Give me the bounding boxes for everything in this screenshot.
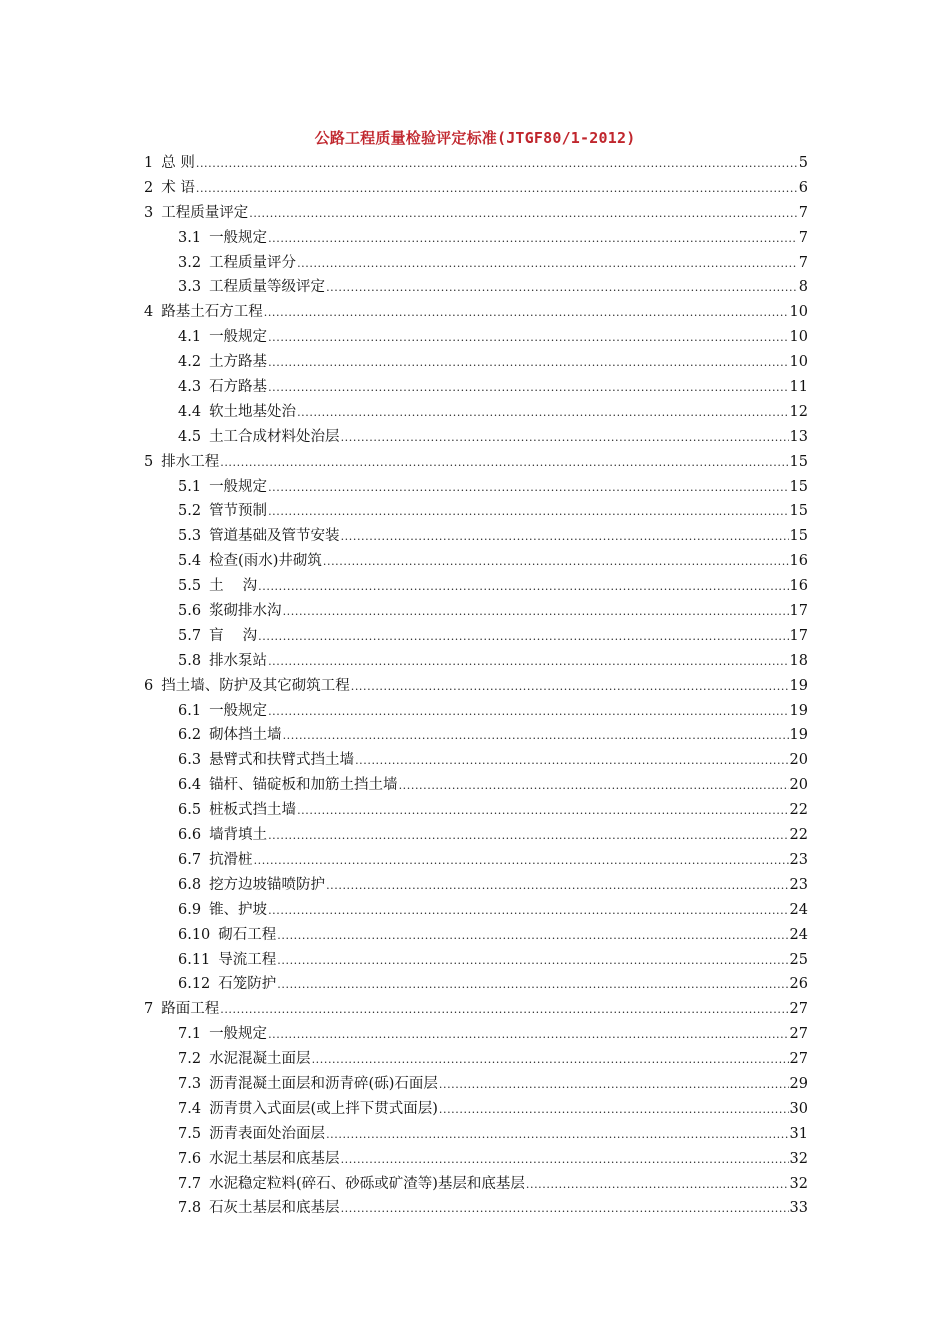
toc-entry-number: 5.3: [178, 528, 202, 545]
toc-entry-number: 6.11: [178, 951, 211, 968]
toc-entry-page: 16: [789, 553, 808, 570]
toc-entry-page: 31: [789, 1125, 808, 1142]
toc-dot-leader: [254, 849, 789, 874]
toc-dot-leader: [297, 799, 788, 824]
toc-entry[interactable]: [144, 275, 808, 300]
toc-entry-number: 6.8: [178, 876, 202, 893]
toc-entry-number: 4.5: [178, 428, 202, 445]
toc-dot-leader: [268, 326, 788, 351]
document-title: 公路工程质量检验评定标准(JTGF80/1-2012): [314, 129, 636, 147]
toc-entry-page: 33: [789, 1200, 808, 1217]
toc-entry-page: 32: [789, 1150, 808, 1167]
toc-entry-label: 水泥稳定粒料(碎石、砂砾或矿渣等)基层和底基层: [209, 1175, 525, 1192]
toc-entry-label: 盲 沟: [209, 627, 258, 644]
toc-dot-leader: [526, 1173, 789, 1198]
toc-entry-number: 6.3: [178, 752, 202, 769]
toc-entry-page: 25: [789, 951, 808, 968]
toc-entry-label: 沥青表面处治面层: [209, 1125, 326, 1142]
toc-entry-label: 石灰土基层和底基层: [209, 1200, 340, 1217]
toc-entry[interactable]: [144, 1122, 808, 1147]
toc-entry[interactable]: [144, 300, 808, 325]
toc-entry-label: 石方路基: [209, 379, 268, 396]
toc-entry-page: 11: [789, 379, 808, 396]
toc-dot-leader: [326, 874, 788, 899]
toc-entry[interactable]: [144, 798, 808, 823]
toc-entry-page: 16: [789, 578, 808, 595]
toc-entry[interactable]: [144, 873, 808, 898]
toc-entry-label: 挡土墙、防护及其它砌筑工程: [161, 677, 350, 694]
toc-entry[interactable]: [144, 923, 808, 948]
toc-dot-leader: [220, 451, 788, 476]
toc-entry-page: 15: [789, 453, 808, 470]
toc-entry[interactable]: [144, 848, 808, 873]
toc-dot-leader: [277, 949, 788, 974]
toc-entry-number: 7.7: [178, 1175, 202, 1192]
toc-entry-page: 22: [789, 802, 808, 819]
toc-dot-leader: [341, 426, 789, 451]
toc-dot-leader: [277, 973, 788, 998]
toc-entry-page: 30: [789, 1100, 808, 1117]
toc-entry-label: 锥、护坡: [209, 901, 268, 918]
toc-entry-label: 一般规定: [209, 478, 268, 495]
toc-entry-number: 7.1: [178, 1026, 202, 1043]
toc-entry-page: 24: [789, 901, 808, 918]
toc-entry-page: 10: [789, 329, 808, 346]
toc-entry[interactable]: [144, 549, 808, 574]
toc-entry[interactable]: [144, 226, 808, 251]
toc-dot-leader: [268, 899, 788, 924]
toc-entry-label: 工程质量评分: [209, 254, 297, 271]
toc-entry[interactable]: [144, 400, 808, 425]
toc-entry[interactable]: [144, 599, 808, 624]
toc-entry[interactable]: [144, 898, 808, 923]
toc-entry[interactable]: [144, 773, 808, 798]
toc-entry-label: 土 沟: [209, 578, 258, 595]
toc-entry-page: 10: [789, 354, 808, 371]
toc-entry-label: 浆砌排水沟: [209, 603, 282, 620]
toc-entry[interactable]: [144, 151, 808, 176]
toc-entry[interactable]: [144, 972, 808, 997]
toc-entry-label: 水泥混凝土面层: [209, 1051, 311, 1068]
toc-entry[interactable]: [144, 450, 808, 475]
toc-entry-label: 术 语: [161, 179, 195, 196]
toc-dot-leader: [355, 749, 788, 774]
toc-entry-number: 3.2: [178, 254, 202, 271]
toc-entry-number: 3.1: [178, 229, 202, 246]
toc-entry-label: 检查(雨水)井砌筑: [209, 553, 322, 570]
toc-entry-number: 7.3: [178, 1075, 202, 1092]
toc-dot-leader: [268, 351, 788, 376]
toc-entry-page: 12: [789, 403, 808, 420]
toc-entry-page: 22: [789, 827, 808, 844]
toc-entry-label: 一般规定: [209, 702, 268, 719]
toc-dot-leader: [196, 152, 797, 177]
toc-dot-leader: [297, 252, 797, 277]
toc-entry[interactable]: [144, 499, 808, 524]
toc-entry-number: 6.6: [178, 827, 202, 844]
toc-entry-page: 23: [789, 851, 808, 868]
toc-entry-page: 32: [789, 1175, 808, 1192]
toc-entry[interactable]: [144, 699, 808, 724]
toc-entry[interactable]: [144, 1072, 808, 1097]
toc-entry[interactable]: [144, 723, 808, 748]
toc-entry-page: 15: [789, 503, 808, 520]
toc-entry-label: 工程质量评定: [161, 204, 249, 221]
toc-entry-page: 19: [789, 677, 808, 694]
toc-entry[interactable]: [144, 948, 808, 973]
toc-entry-number: 7.6: [178, 1150, 202, 1167]
toc-entry-page: 19: [789, 702, 808, 719]
toc-entry-page: 27: [789, 1001, 808, 1018]
toc-entry-number: 4.1: [178, 329, 202, 346]
toc-entry-number: 5.4: [178, 553, 202, 570]
toc-entry[interactable]: [144, 1172, 808, 1197]
toc-dot-leader: [341, 1197, 789, 1222]
toc-entry-page: 13: [789, 428, 808, 445]
toc-entry-number: 4: [144, 304, 154, 321]
toc-entry-label: 挖方边坡锚喷防护: [209, 876, 326, 893]
toc-entry[interactable]: [144, 1022, 808, 1047]
toc-dot-leader: [268, 824, 788, 849]
toc-entry-number: 6.7: [178, 851, 202, 868]
toc-entry-page: 8: [798, 279, 808, 296]
toc-entry-page: 15: [789, 478, 808, 495]
toc-entry-number: 7.8: [178, 1200, 202, 1217]
toc-entry-label: 排水泵站: [209, 652, 268, 669]
toc-entry-page: 27: [789, 1051, 808, 1068]
toc-dot-leader: [297, 401, 788, 426]
toc-entry-page: 15: [789, 528, 808, 545]
toc-entry-label: 沥青贯入式面层(或上拌下贯式面层): [209, 1100, 438, 1117]
toc-entry-label: 路基土石方工程: [161, 304, 263, 321]
toc-entry[interactable]: [144, 997, 808, 1022]
toc-dot-leader: [326, 276, 797, 301]
toc-entry-label: 土工合成材料处治层: [209, 428, 340, 445]
toc-entry-label: 石笼防护: [218, 976, 277, 993]
toc-entry-label: 砌体挡土墙: [209, 727, 282, 744]
toc-dot-leader: [341, 1148, 789, 1173]
toc-entry-number: 7.5: [178, 1125, 202, 1142]
toc-entry-number: 6.12: [178, 976, 211, 993]
toc-entry-number: 6.10: [178, 926, 211, 943]
toc-dot-leader: [268, 650, 788, 675]
toc-dot-leader: [258, 575, 788, 600]
toc-entry-page: 23: [789, 876, 808, 893]
toc-entry[interactable]: [144, 251, 808, 276]
toc-entry-number: 1: [144, 155, 154, 171]
toc-dot-leader: [258, 625, 788, 650]
toc-entry-page: 6: [798, 179, 808, 196]
toc-dot-leader: [439, 1098, 789, 1123]
toc-dot-leader: [220, 998, 788, 1023]
toc-entry-page: 7: [798, 229, 808, 246]
toc-dot-leader: [249, 202, 797, 227]
toc-entry[interactable]: [144, 1047, 808, 1072]
toc-dot-leader: [268, 1023, 788, 1048]
toc-entry[interactable]: [144, 624, 808, 649]
toc-entry-number: 4.3: [178, 379, 202, 396]
toc-entry-label: 总 则: [161, 155, 195, 171]
toc-entry-label: 管道基础及管节安装: [209, 528, 340, 545]
toc-entry[interactable]: [144, 823, 808, 848]
toc-entry-number: 6: [144, 677, 154, 694]
toc-entry-number: 7: [144, 1001, 154, 1018]
toc-entry-page: 19: [789, 727, 808, 744]
toc-entry-number: 5.6: [178, 603, 202, 620]
toc-entry-number: 6.4: [178, 777, 202, 794]
toc-entry[interactable]: [144, 748, 808, 773]
toc-entry-number: 4.4: [178, 403, 202, 420]
toc-entry-number: 4.2: [178, 354, 202, 371]
toc-entry-label: 一般规定: [209, 329, 268, 346]
toc-entry-page: 17: [789, 627, 808, 644]
toc-dot-leader: [268, 227, 797, 252]
toc-entry-number: 6.1: [178, 702, 202, 719]
toc-dot-leader: [283, 724, 789, 749]
toc-entry-number: 6.2: [178, 727, 202, 744]
toc-entry[interactable]: [144, 201, 808, 226]
toc-dot-leader: [312, 1048, 789, 1073]
toc-dot-leader: [268, 476, 788, 501]
toc-entry-number: 6.9: [178, 901, 202, 918]
toc-entry[interactable]: [144, 1196, 808, 1221]
toc-entry-page: 7: [798, 204, 808, 221]
toc-entry-number: 6.5: [178, 802, 202, 819]
toc-dot-leader: [268, 500, 788, 525]
toc-dot-leader: [351, 675, 789, 700]
toc-dot-leader: [283, 600, 789, 625]
toc-entry-number: 5.7: [178, 627, 202, 644]
toc-dot-leader: [439, 1073, 789, 1098]
toc-entry[interactable]: [144, 425, 808, 450]
toc-entry[interactable]: [144, 524, 808, 549]
toc-entry-label: 路面工程: [161, 1001, 220, 1018]
toc-entry[interactable]: [144, 574, 808, 599]
toc-entry-label: 沥青混凝土面层和沥青碎(砾)石面层: [209, 1075, 438, 1092]
toc-entry-page: 7: [798, 254, 808, 271]
toc-dot-leader: [399, 774, 789, 799]
toc-entry-number: 3.3: [178, 279, 202, 296]
toc-entry-number: 7.2: [178, 1051, 202, 1068]
toc-entry-number: 2: [144, 179, 154, 196]
toc-entry[interactable]: [144, 674, 808, 699]
toc-entry[interactable]: [144, 1147, 808, 1172]
toc-entry-label: 管节预制: [209, 503, 268, 520]
toc-entry[interactable]: [144, 649, 808, 674]
toc-entry[interactable]: [144, 176, 808, 201]
toc-entry-label: 软土地基处治: [209, 403, 297, 420]
toc-entry-page: 17: [789, 603, 808, 620]
table-of-contents: [144, 151, 808, 1221]
toc-entry-label: 一般规定: [209, 229, 268, 246]
toc-dot-leader: [264, 301, 789, 326]
toc-entry-label: 排水工程: [161, 453, 220, 470]
toc-dot-leader: [341, 525, 789, 550]
toc-entry-number: 5.2: [178, 503, 202, 520]
toc-entry-label: 悬臂式和扶臂式挡土墙: [209, 752, 355, 769]
toc-entry-page: 27: [789, 1026, 808, 1043]
toc-entry[interactable]: [144, 475, 808, 500]
toc-entry-label: 导流工程: [218, 951, 277, 968]
toc-entry-page: 20: [789, 752, 808, 769]
toc-dot-leader: [326, 1123, 788, 1148]
toc-entry-label: 锚杆、锚碇板和加筋土挡土墙: [209, 777, 398, 794]
toc-entry-page: 24: [789, 926, 808, 943]
toc-entry-number: 5.1: [178, 478, 202, 495]
toc-entry[interactable]: [144, 375, 808, 400]
toc-dot-leader: [268, 376, 788, 401]
toc-entry-number: 5.8: [178, 652, 202, 669]
toc-entry-number: 7.4: [178, 1100, 202, 1117]
toc-entry-page: 5: [798, 155, 808, 171]
toc-entry-label: 工程质量等级评定: [209, 279, 326, 296]
toc-entry-label: 一般规定: [209, 1026, 268, 1043]
toc-entry-page: 10: [789, 304, 808, 321]
toc-entry-page: 29: [789, 1075, 808, 1092]
toc-entry-number: 3: [144, 204, 154, 221]
toc-entry-label: 抗滑桩: [209, 851, 253, 868]
toc-entry-label: 砌石工程: [218, 926, 277, 943]
toc-entry-label: 水泥土基层和底基层: [209, 1150, 340, 1167]
toc-dot-leader: [277, 924, 788, 949]
toc-entry-number: 5: [144, 453, 154, 470]
toc-entry[interactable]: [144, 350, 808, 375]
toc-entry-number: 5.5: [178, 578, 202, 595]
toc-entry-label: 墙背填土: [209, 827, 268, 844]
toc-entry[interactable]: [144, 1097, 808, 1122]
toc-entry-page: 20: [789, 777, 808, 794]
toc-dot-leader: [196, 177, 797, 202]
toc-entry-page: 18: [789, 652, 808, 669]
toc-dot-leader: [323, 550, 789, 575]
toc-entry-label: 土方路基: [209, 354, 268, 371]
toc-entry-page: 26: [789, 976, 808, 993]
toc-entry-label: 桩板式挡土墙: [209, 802, 297, 819]
toc-dot-leader: [268, 700, 788, 725]
toc-entry[interactable]: [144, 325, 808, 350]
